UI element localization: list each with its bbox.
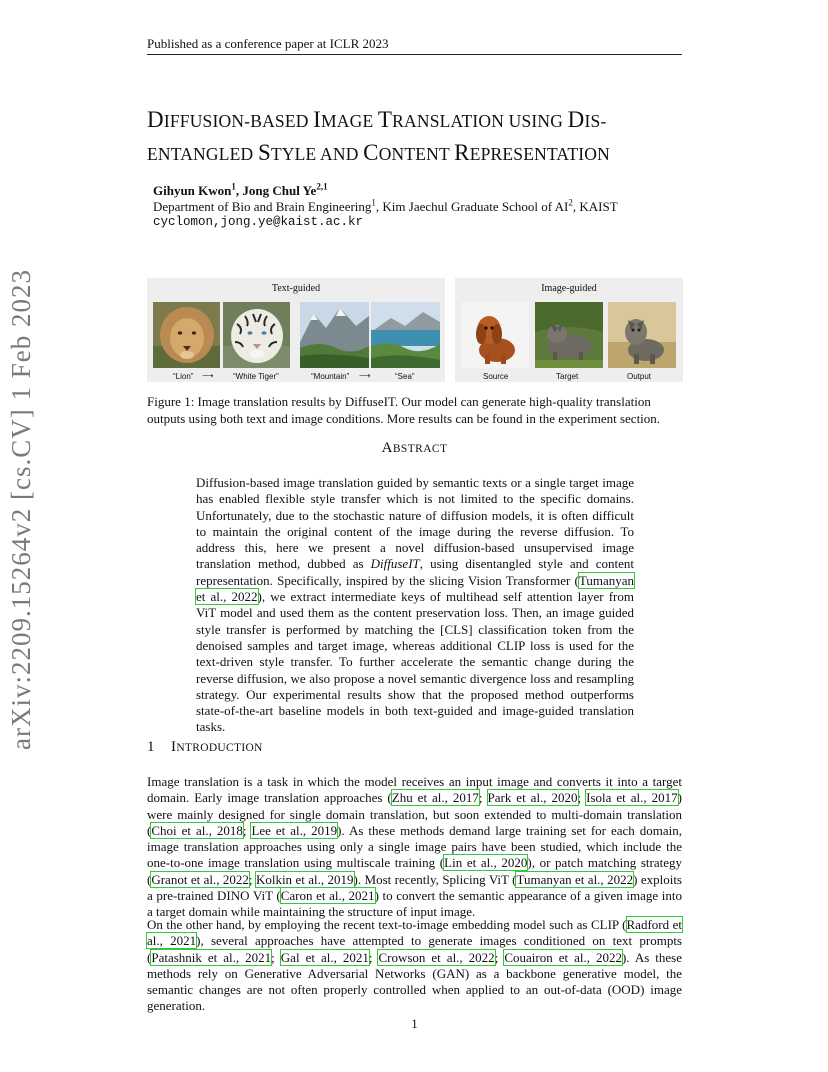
author-list: Gihyun Kwon$^1$, Jong Chul Ye$^{2,1}$ — [153, 181, 328, 198]
citation-link[interactable]: Park et al., 2020 — [487, 790, 578, 806]
body-text: ; — [242, 822, 252, 838]
running-header: Published as a conference paper at ICLR 2023 — [147, 36, 389, 51]
citation-link[interactable]: Couairon et al., 2022 — [504, 949, 622, 965]
title-word: EPRESENTATION — [469, 144, 610, 164]
section-number: 1 — [147, 739, 155, 755]
author-affil-mark: 2,1 — [316, 181, 328, 192]
body-text: ). Most recently, Splicing ViT ( — [353, 871, 517, 887]
citation-link[interactable]: Isola et al., 2017 — [586, 790, 678, 806]
body-text: ) were mainly designed for single domain translation, but soon extended to multi-domain translation ( — [147, 790, 682, 838]
source-dog-image — [461, 302, 529, 368]
citation-link[interactable]: Kolkin et al., 2019 — [255, 871, 354, 887]
citation-link[interactable]: Gal et al., 2021 — [280, 949, 369, 965]
title-word: R — [454, 140, 470, 165]
title-word: D — [567, 107, 585, 132]
citation-link[interactable]: Granot et al., 2022 — [151, 871, 249, 887]
arrow-icon: ⟶ — [202, 371, 214, 380]
citation-link[interactable]: Lee et al., 2019 — [251, 822, 338, 838]
affiliation — [153, 199, 618, 215]
title-word: RANSLATION USING — [392, 111, 568, 131]
title-word: C — [363, 140, 379, 165]
citation-link[interactable]: Radford et al., 2021 — [147, 917, 683, 949]
citation-link[interactable]: Lin et al., 2020 — [444, 855, 528, 871]
title-word: T — [377, 107, 393, 132]
title-word: MAGE — [321, 111, 378, 131]
citation-link[interactable]: Tumanyan et al., 2022 — [196, 572, 634, 605]
paper-title — [147, 104, 692, 170]
affiliation-text: , Kim Jaechul Graduate School of AI — [375, 199, 569, 214]
image-guided-label: Image-guided — [541, 283, 597, 294]
body-text: ; — [494, 949, 505, 965]
method-name: DiffuseIT — [370, 556, 420, 572]
target-caption: Target — [556, 372, 579, 381]
author-email[interactable]: cyclomon,jong.ye@kaist.ac.kr — [153, 215, 364, 229]
target-wolf-image — [535, 302, 603, 368]
citation-link[interactable]: Zhu et al., 2017 — [391, 790, 479, 806]
title-word: IS- — [584, 111, 607, 131]
lion-caption: “Lion” — [173, 372, 194, 381]
body-text: ; — [478, 790, 488, 806]
citation-link[interactable]: Tumanyan et al., 2022 — [516, 871, 634, 887]
text-guided-panel — [147, 278, 445, 382]
author-name: Jong Chul Ye — [242, 183, 317, 198]
image-guided-panel — [455, 278, 683, 382]
section-heading-initial: I — [171, 739, 177, 755]
title-line-2 — [147, 137, 692, 170]
white-tiger-caption: “White Tiger” — [233, 372, 279, 381]
output-image — [608, 302, 676, 368]
title-line-1 — [147, 104, 692, 137]
abstract-body — [196, 475, 634, 736]
body-text: ; — [368, 949, 379, 965]
abstract-heading — [147, 440, 682, 457]
figure-caption: Figure 1: Image translation results by DiffuseIT. Our model can generate high-quality translation outputs using both text and image conditions. More results can be found in the experiment section. — [147, 394, 661, 426]
intro-paragraph-1 — [147, 774, 682, 921]
citation-link[interactable]: Caron et al., 2021 — [280, 888, 375, 904]
author-affil-mark: 1 — [231, 181, 236, 192]
body-text: ; — [271, 949, 281, 965]
citation-link[interactable]: Patashnik et al., 2021 — [151, 949, 272, 965]
body-text: ; — [577, 790, 587, 806]
white-tiger-image — [223, 302, 290, 368]
mountain-image — [300, 302, 369, 368]
arrow-icon: ⟶ — [359, 371, 371, 380]
body-text: ), several approaches have attempted to generate images conditioned on text prompts ( — [147, 933, 682, 965]
body-text: ), or patch matching strategy ( — [147, 855, 683, 887]
affil-mark: 2 — [568, 197, 573, 208]
abstract-text: ), we extract intermediate keys of multihead self attention layer from ViT model and used them as the content preservation loss. Then, an image guided style transfer is performed by matching the [CLS] classification token from the denoised samples and target image, whereas additional CLIP loss is used for the text-driven style transfer. To further accelerate the semantic change during the reverse diffusion, we also propose a novel semantic divergence loss and resampling strategy. Our experimental results show that the proposed method outperforms state-of-the-art baseline models in both text-guided and image-guided translation tasks. — [196, 589, 634, 735]
arxiv-stamp: arXiv:2209.15264v2 [cs.CV] 1 Feb 2023 — [6, 269, 36, 750]
lion-image — [153, 302, 220, 368]
title-word: ONTENT — [378, 144, 455, 164]
page-number: 1 — [411, 1016, 418, 1031]
text-guided-label: Text-guided — [271, 283, 321, 294]
body-text: ). As these methods rely on Generative Adversarial Networks (GAN) as a backbone generative model, the semantic changes are not often properly controlled when applied to an out-of-data (OOD) image generation. — [147, 949, 682, 1014]
title-word: TYLE AND — [270, 144, 364, 164]
citation-link[interactable]: Crowson et al., 2022 — [378, 949, 495, 965]
citation-link[interactable]: Choi et al., 2018 — [151, 822, 243, 838]
abstract-text: , using disentangled style and content representation. Specifically, inspired by the slicing Vision Transformer ( — [196, 556, 634, 588]
abstract-heading-rest: BSTRACT — [392, 443, 448, 455]
title-word: D — [147, 107, 164, 132]
sea-caption: “Sea” — [395, 372, 415, 381]
abstract-text: Diffusion-based image translation guided by semantic texts or a single target image has enabled flexible style transfer which is not limited to the specific domains. Unfortunately, due to the stochastic nature of diffusion models, it is often difficult to maintain the original content of the image during the reverse diffusion. To address this, here we present a novel diffusion-based unsupervised image translation method, dubbed as — [196, 475, 634, 572]
affil-mark: 1 — [371, 197, 376, 208]
body-text: ; — [248, 871, 256, 887]
sea-image — [371, 302, 440, 368]
title-word: I — [313, 107, 322, 132]
header-rule — [147, 54, 682, 55]
section-heading-rest: NTRODUCTION — [176, 742, 263, 754]
affiliation-text: , KAIST — [572, 199, 618, 214]
abstract-heading-initial: A — [381, 440, 393, 456]
title-word: ENTANGLED — [147, 144, 258, 164]
section-heading-introduction — [147, 739, 263, 756]
title-word: S — [257, 140, 271, 165]
body-text: On the other hand, by employing the recent text-to-image embedding model such as CLIP ( — [147, 917, 627, 932]
intro-paragraph-2 — [147, 917, 682, 1015]
output-caption: Output — [627, 372, 652, 381]
affiliation-text: Department of Bio and Brain Engineering — [153, 199, 372, 214]
mountain-caption: “Mountain” — [311, 372, 350, 381]
body-text: ) exploits a pre-trained DINO ViT ( — [147, 871, 682, 904]
body-text: Image translation is a task in which the model receives an input image and converts it into a target domain. Early image translation approaches ( — [147, 774, 682, 806]
title-word: IFFUSION-BASED — [163, 111, 314, 131]
body-text: ). As these methods demand large training set for each domain, image translation approaches using only a single image pairs have been studied, which include the one-to-one image translation using multiscale training ( — [147, 822, 682, 871]
source-caption: Source — [483, 372, 509, 381]
body-text: ) to convert the semantic appearance of a given image into a target domain while maintaining the structure of input image. — [147, 888, 682, 920]
author-name: Gihyun Kwon — [153, 183, 232, 198]
